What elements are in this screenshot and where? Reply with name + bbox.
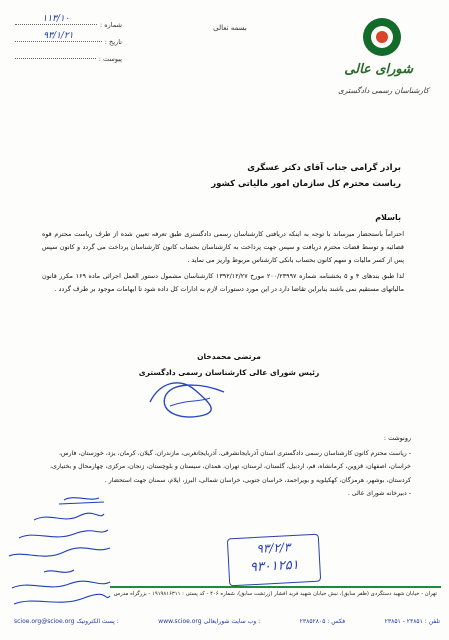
footer-website[interactable]: www.scioe.org وب سایت شورایعالی :	[158, 618, 261, 625]
addressee-line-2: ریاست محترم کل سازمان امور مالیاتی کشور	[211, 179, 401, 189]
attachment-row	[12, 46, 122, 63]
logo-emblem-icon	[363, 18, 401, 56]
org-title: شورای عالی	[344, 62, 413, 77]
cc-item-2: - دبیرخانه شورای عالی .	[347, 490, 411, 497]
org-logo	[338, 14, 435, 109]
date-row	[12, 29, 122, 46]
org-subtitle: کارشناسان رسمی دادگستری	[338, 86, 429, 95]
signer-position: رئیس شورای عالی کارشناسان رسمی دادگستری	[138, 368, 320, 377]
number-row	[12, 12, 122, 29]
attachment-label: پیوست :	[98, 55, 122, 63]
body-paragraph-1: احتراماً باستحضار میرساند با توجه به اینکه دریافتی کارشناسان رسمی دادگستری طبق تعرفه تعیین شده از طرف ریاست محترم قوه قضائیه و توسط قضات محترم دریافت و سپس جهت پرداخت به کارشناسان بحساب کانون کارشناسان پرداخت می گردد و کانون سپس پس از کسر مالیات و سهم کانون بحساب بانکی کارشناس مربوط واریز می نماید .	[42, 230, 404, 264]
handwritten-signature-icon	[140, 372, 230, 422]
signer-name: مرتضی محمدخان	[197, 352, 261, 361]
footer-fax: فکس : ۲۳۸۵۲۸۰۵	[299, 618, 346, 625]
salutation: باسلام	[375, 213, 401, 222]
reference-form	[12, 12, 122, 63]
stamp-number: ۹۳۰۱۲۵۱	[249, 557, 300, 576]
addressee-block	[131, 160, 401, 192]
footer-tel: تلفن : ۲۳۸۵۱ - ۲۳۸۵۱	[384, 618, 440, 625]
footer-email[interactable]: scioe.org@scioe.org پست الکترونیک :	[14, 618, 119, 625]
body-paragraph-2: لذا طبق بندهای ۴ و ۵ بخشنامه شماره ۲۰۰/۲۳۹۹۷ مورخ ۱۳۹۲/۱۲/۲۷ کارشناسان مشمول دستور العمل اجرائی ماده ۱۶۹ مکرر قانون مالیاتهای مستقیم نمی باشند بنابراین تقاضا دارد در این مورد دستورات لازم به ادارات کل داده شود تا ابهامات موجود بر طرف گردد .	[42, 272, 405, 293]
stamp-date: ۹۳/۲/۳	[256, 540, 291, 556]
number-label: شماره :	[100, 21, 122, 29]
carbon-copy-list	[39, 432, 411, 501]
footer-contact	[14, 618, 440, 625]
letter-body	[42, 228, 404, 296]
attachment-value	[15, 48, 96, 59]
cc-title: رونوشت :	[383, 434, 411, 442]
number-value: ۱۱۳/۱۰	[15, 14, 97, 25]
receipt-stamp	[227, 534, 321, 587]
footer-address: تهران - خیابان شهید دستگردی (ظفر سابق)، نبش خیابان شهید فرید افشار (زرتشت سابق)، شماره ۴۰۶ - کد پستی : ۱۹۱۹۸۱۶۳۱۱ - بزرگراه مدرس	[113, 591, 437, 597]
basmala: بسمه تعالی	[213, 24, 247, 32]
date-label: تاریخ :	[104, 38, 122, 46]
footer-divider	[110, 586, 441, 588]
cc-item-1: - ریاست محترم کانون کارشناسان رسمی دادگستری استان آذربایجانشرقی، آذربایجانغربی، مازندران، گیلان، کرمان، یزد، خوزستان، فارس، خراسان، اصفهان، قزوین، کرمانشاه، قم، اردبیل، گلستان، لرستان، تهران، همدان، سیستان و بلوچستان، زنجان، مرکزی، چهارمحال و بختیاری، کردستان، بوشهر، هرمزگان، کهکیلویه و بویراحمد، خراسان جنوبی، خراسان شمالی، البرز، ایلام، سمنان جهت استحضار .	[50, 449, 411, 484]
addressee-line-1: برادر گرامی جناب آقای دکتر عسگری	[247, 163, 401, 173]
date-value: ۹۳/۱/۲۱	[15, 31, 102, 42]
